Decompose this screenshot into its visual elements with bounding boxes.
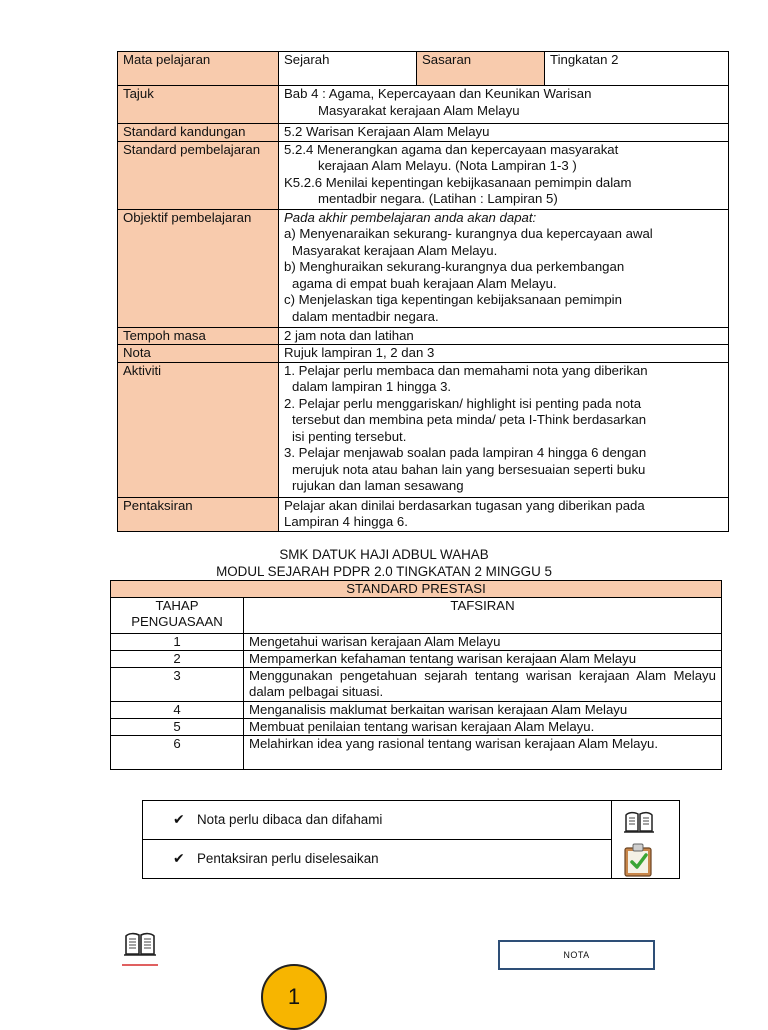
col-tafsiran: TAFSIRAN	[244, 598, 722, 634]
aktiviti-3-line-2: merujuk nota atau bahan lain yang bersesuaian seperti buku	[292, 461, 646, 477]
label-standard-pembelajaran: Standard pembelajaran	[118, 141, 279, 209]
tahap-cell: 1	[111, 634, 244, 651]
label-nota: Nota	[118, 345, 279, 363]
objektif-b-line-2: agama di empat buah kerajaan Alam Melayu.	[292, 275, 557, 291]
row-tajuk	[118, 86, 729, 124]
objektif-intro: Pada akhir pembelajaran anda akan dapat:	[284, 209, 537, 225]
check-icon: ✔	[173, 851, 185, 867]
objektif-b-line-1: b) Menghuraikan sekurang-kurangnya dua perkembangan	[284, 259, 625, 274]
tafsiran-cell: Membuat penilaian tentang warisan kerajaan Alam Melayu.	[244, 719, 722, 736]
row-aktiviti	[118, 362, 729, 497]
legend-item-label: Pentaksiran perlu diselesaikan	[197, 851, 379, 866]
tahap-cell: 3	[111, 668, 244, 702]
label-tajuk: Tajuk	[118, 86, 279, 124]
aktiviti-1-line-2: dalam lampiran 1 hingga 3.	[292, 379, 452, 394]
aktiviti-1-line-1: 1. Pelajar perlu membaca dan memahami nota yang diberikan	[284, 362, 648, 378]
objektif-c-line-1: c) Menjelaskan tiga kepentingan kebijaksanaan pemimpin	[284, 292, 622, 307]
value-nota: Rujuk lampiran 1, 2 dan 3	[279, 345, 729, 363]
book-icon	[122, 930, 158, 966]
row-tempoh-masa	[118, 327, 729, 345]
module-title: MODUL SEJARAH PDPR 2.0 TINGKATAN 2 MINGGU 5	[216, 564, 552, 579]
col-tahap-penguasaan: TAHAP PENGUASAAN	[111, 598, 244, 634]
value-tajuk	[279, 86, 729, 124]
objektif-c-line-2: dalam mentadbir negara.	[292, 308, 439, 324]
value-pentaksiran	[279, 497, 729, 531]
row-standard-kandungan	[118, 124, 729, 142]
book-icon	[623, 809, 655, 835]
row-mata-pelajaran	[118, 52, 729, 86]
school-name: SMK DATUK HAJI ADBUL WAHAB	[279, 547, 489, 562]
lesson-plan-table	[117, 51, 729, 532]
sp-line-3: K5.2.6 Menilai kepentingan kebijkasanaan pemimpin dalam	[284, 174, 632, 190]
tahap-cell: 5	[111, 719, 244, 736]
label-aktiviti: Aktiviti	[118, 362, 279, 497]
tahap-cell: 4	[111, 702, 244, 719]
legend-item-nota	[143, 801, 613, 839]
tafsiran-cell: Mempamerkan kefahaman tentang warisan kerajaan Alam Melayu	[244, 651, 722, 668]
tafsiran-cell: Menganalisis maklumat berkaitan warisan kerajaan Alam Melayu	[244, 702, 722, 719]
value-tempoh-masa: 2 jam nota dan latihan	[279, 327, 729, 345]
label-tempoh-masa: Tempoh masa	[118, 327, 279, 345]
sp-title-row	[111, 581, 722, 598]
tafsiran-cell: Melahirkan idea yang rasional tentang warisan kerajaan Alam Melayu.	[244, 736, 722, 770]
value-aktiviti	[279, 362, 729, 497]
objektif-a-line-2: Masyarakat kerajaan Alam Melayu.	[292, 242, 498, 258]
aktiviti-3-line-3: rujukan dan laman sesawang	[292, 478, 464, 493]
page-number: 1	[261, 964, 327, 1030]
value-standard-kandungan: 5.2 Warisan Kerajaan Alam Melayu	[279, 124, 729, 142]
clipboard-check-icon	[623, 843, 653, 877]
sp-line-4: mentadbir negara. (Latihan : Lampiran 5)	[318, 191, 558, 206]
tahap-cell: 2	[111, 651, 244, 668]
sp-header-row	[111, 598, 722, 634]
table-row	[111, 651, 722, 668]
aktiviti-3-line-1: 3. Pelajar menjawab soalan pada lampiran 4 hingga 6 dengan	[284, 445, 647, 460]
table-row	[111, 668, 722, 702]
legend-box	[142, 800, 680, 879]
tajuk-line-2: Masyarakat kerajaan Alam Melayu	[318, 102, 520, 118]
check-icon: ✔	[173, 812, 185, 828]
tafsiran-cell: Mengetahui warisan kerajaan Alam Melayu	[244, 634, 722, 651]
value-standard-pembelajaran	[279, 141, 729, 209]
objektif-a-line-1: a) Menyenaraikan sekurang- kurangnya dua kepercayaan awal	[284, 226, 653, 241]
tahap-cell: 6	[111, 736, 244, 770]
value-mata-pelajaran: Sejarah	[279, 52, 417, 86]
row-objektif	[118, 209, 729, 327]
tajuk-line-1: Bab 4 : Agama, Kepercayaan dan Keunikan Warisan	[284, 86, 592, 101]
value-objektif	[279, 209, 729, 327]
legend-column-divider	[611, 801, 612, 878]
row-standard-pembelajaran	[118, 141, 729, 209]
row-nota	[118, 345, 729, 363]
sp-line-2: kerajaan Alam Melayu. (Nota Lampiran 1-3 )	[318, 158, 577, 173]
label-mata-pelajaran: Mata pelajaran	[118, 52, 279, 86]
pentaksiran-line-2: Lampiran 4 hingga 6.	[284, 514, 408, 529]
table-row	[111, 634, 722, 651]
standard-prestasi-table	[110, 580, 722, 770]
label-sasaran: Sasaran	[417, 52, 545, 86]
value-sasaran: Tingkatan 2	[545, 52, 729, 86]
pentaksiran-line-1: Pelajar akan dinilai berdasarkan tugasan yang diberikan pada	[284, 497, 645, 513]
row-pentaksiran	[118, 497, 729, 531]
table-row	[111, 719, 722, 736]
label-standard-kandungan: Standard kandungan	[118, 124, 279, 142]
sp-title: STANDARD PRESTASI	[111, 581, 722, 598]
legend-item-pentaksiran	[143, 840, 613, 878]
table-row	[111, 702, 722, 719]
nota-section-label: NOTA	[498, 940, 655, 970]
legend-item-label: Nota perlu dibaca dan difahami	[197, 812, 383, 827]
aktiviti-2-line-3: isi penting tersebut.	[292, 428, 407, 444]
table-row	[111, 736, 722, 770]
aktiviti-2-line-1: 2. Pelajar perlu menggariskan/ highlight isi penting pada nota	[284, 395, 642, 411]
aktiviti-2-line-2: tersebut dan membina peta minda/ peta I-Think berdasarkan	[292, 412, 647, 427]
label-pentaksiran: Pentaksiran	[118, 497, 279, 531]
sp-line-1: 5.2.4 Menerangkan agama dan kepercayaan masyarakat	[284, 141, 619, 157]
label-objektif: Objektif pembelajaran	[118, 209, 279, 327]
tafsiran-cell: Menggunakan pengetahuan sejarah tentang warisan kerajaan Alam Melayu dalam pelbagai situasi.	[244, 668, 722, 702]
